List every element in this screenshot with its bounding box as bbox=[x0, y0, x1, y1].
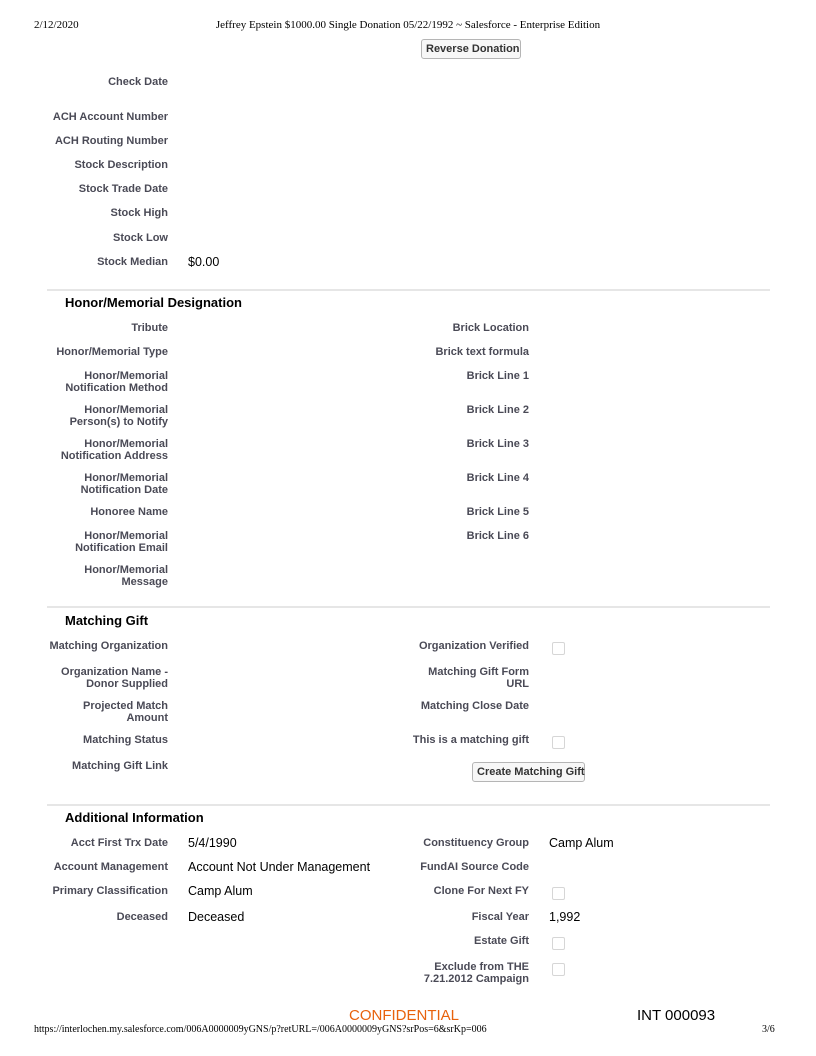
field-label: Check Date bbox=[108, 76, 168, 88]
field-label: ACH Account Number bbox=[52, 111, 168, 123]
field-label: Estate Gift bbox=[473, 935, 529, 947]
organization-verified-checkbox[interactable] bbox=[552, 642, 565, 655]
field-label: Account Management bbox=[53, 861, 168, 873]
field-label: Honor/Memorial Notification Date bbox=[80, 472, 168, 496]
field-label: Matching Gift Form URL bbox=[428, 666, 529, 690]
print-date: 2/12/2020 bbox=[34, 19, 79, 31]
field-label: Matching Organization bbox=[49, 640, 168, 652]
print-footer-url: https://interlochen.my.salesforce.com/006A0000009yGNS/p?retURL=/006A0000009yGNS?srPos=6&srKp=006 bbox=[34, 1024, 487, 1035]
field-label: Brick Line 4 bbox=[466, 472, 529, 484]
field-label: Organization Name - Donor Supplied bbox=[61, 666, 168, 690]
field-label: Exclude from THE 7.21.2012 Campaign bbox=[423, 961, 529, 985]
field-label: Stock High bbox=[110, 207, 168, 219]
section-divider bbox=[47, 804, 770, 806]
clone-next-fy-checkbox[interactable] bbox=[552, 887, 565, 900]
create-matching-gift-button[interactable]: Create Matching Gift bbox=[472, 762, 585, 782]
field-label: Honor/Memorial Message bbox=[84, 564, 168, 588]
print-page-number: 3/6 bbox=[762, 1024, 775, 1035]
section-divider bbox=[47, 606, 770, 608]
section-title-matching-gift: Matching Gift bbox=[65, 613, 149, 628]
field-label: Brick Line 6 bbox=[466, 530, 529, 542]
field-label: Stock Description bbox=[74, 159, 168, 171]
field-label: Stock Median bbox=[97, 256, 168, 268]
field-label: Brick Line 5 bbox=[466, 506, 529, 518]
section-divider bbox=[47, 289, 770, 291]
field-label: Stock Low bbox=[112, 232, 168, 244]
field-label: Brick Line 3 bbox=[466, 438, 529, 450]
field-label: Primary Classification bbox=[52, 885, 168, 897]
field-label: Honor/Memorial Person(s) to Notify bbox=[69, 404, 168, 428]
field-label: Organization Verified bbox=[418, 640, 529, 652]
field-value: 1,992 bbox=[549, 910, 581, 924]
field-label: Tribute bbox=[131, 322, 168, 334]
field-label: Honoree Name bbox=[90, 506, 168, 518]
estate-gift-checkbox[interactable] bbox=[552, 937, 565, 950]
field-label: Fiscal Year bbox=[471, 911, 529, 923]
field-label: Stock Trade Date bbox=[78, 183, 168, 195]
field-value: Camp Alum bbox=[549, 836, 614, 850]
is-matching-gift-checkbox[interactable] bbox=[552, 736, 565, 749]
field-label: Brick Line 1 bbox=[466, 370, 529, 382]
field-label: Brick Location bbox=[452, 322, 529, 334]
exclude-campaign-checkbox[interactable] bbox=[552, 963, 565, 976]
stock-median-value: $0.00 bbox=[188, 255, 220, 269]
field-label: Honor/Memorial Type bbox=[56, 346, 168, 358]
field-label: Projected Match Amount bbox=[83, 700, 168, 724]
field-label: FundAI Source Code bbox=[420, 861, 529, 873]
field-label: Matching Gift Link bbox=[72, 760, 168, 772]
field-label: ACH Routing Number bbox=[54, 135, 168, 147]
field-label: Clone For Next FY bbox=[433, 885, 529, 897]
print-title: Jeffrey Epstein $1000.00 Single Donation 05/22/1992 ~ Salesforce - Enterprise Edition bbox=[215, 19, 601, 31]
field-label: Honor/Memorial Notification Email bbox=[75, 530, 168, 554]
reverse-donation-button[interactable]: Reverse Donation bbox=[421, 39, 521, 59]
field-label: Matching Close Date bbox=[420, 700, 529, 712]
field-label: Matching Status bbox=[83, 734, 168, 746]
section-title-additional-information: Additional Information bbox=[65, 810, 204, 825]
field-label: This is a matching gift bbox=[412, 734, 529, 746]
field-label: Deceased bbox=[116, 911, 168, 923]
section-title-honor-memorial: Honor/Memorial Designation bbox=[65, 295, 242, 310]
field-label: Honor/Memorial Notification Method bbox=[65, 370, 168, 394]
field-label: Honor/Memorial Notification Address bbox=[60, 438, 168, 462]
field-value: 5/4/1990 bbox=[188, 836, 237, 850]
field-value: Deceased bbox=[188, 910, 245, 924]
bates-number: INT 000093 bbox=[637, 1007, 716, 1024]
field-value: Camp Alum bbox=[188, 884, 253, 898]
field-label: Acct First Trx Date bbox=[70, 837, 168, 849]
confidential-stamp: CONFIDENTIAL bbox=[349, 1007, 460, 1024]
field-label: Constituency Group bbox=[423, 837, 529, 849]
field-value: Account Not Under Management bbox=[188, 860, 371, 874]
field-label: Brick Line 2 bbox=[466, 404, 529, 416]
field-label: Brick text formula bbox=[435, 346, 529, 358]
